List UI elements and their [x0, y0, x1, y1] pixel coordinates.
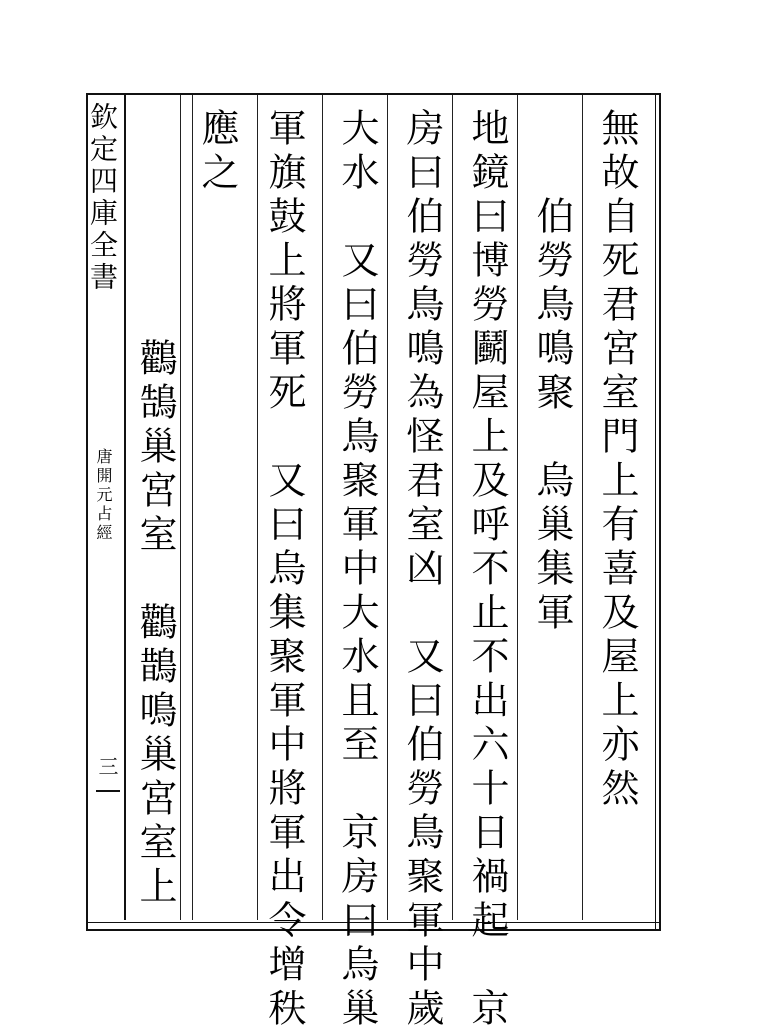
column-rule [192, 95, 193, 920]
column-rule [387, 95, 388, 920]
text-column-9: 鸛鵠巢宮室 鸛鵲鳴巢宮室上 [133, 250, 177, 910]
column-rule [180, 95, 181, 920]
text-column-6: 軍旗鼓上將軍死 又曰烏集聚軍中將軍出令增秩 [262, 108, 306, 1032]
margin-book-title: 欽定四庫全書 [86, 102, 119, 294]
text-column-4: 房曰伯勞鳥鳴為怪君室凶 又曰伯勞鳥聚軍中歲 [400, 108, 444, 1032]
margin-page-number: 三 [95, 756, 119, 776]
page-border-right [655, 93, 662, 931]
column-rule [582, 95, 583, 920]
text-column-1: 無故自死君宮室門上有喜及屋上亦然 [595, 108, 639, 812]
column-rule [452, 95, 453, 920]
text-column-3: 地鏡曰博勞鬬屋上及呼不止不出六十日禍起 京 [465, 108, 509, 1032]
column-rule [322, 95, 323, 920]
margin-chapter-title: 唐開元占經 [94, 448, 113, 543]
text-column-5: 大水 又曰伯勞鳥聚軍中大水且至 京房曰烏巢 [335, 108, 379, 1032]
text-column-7: 應之 [195, 108, 239, 196]
margin-tick-mark [96, 790, 120, 792]
text-column-2: 伯勞鳥鳴聚 烏巢集軍 [530, 108, 574, 636]
column-rule [517, 95, 518, 920]
column-rule [257, 95, 258, 920]
